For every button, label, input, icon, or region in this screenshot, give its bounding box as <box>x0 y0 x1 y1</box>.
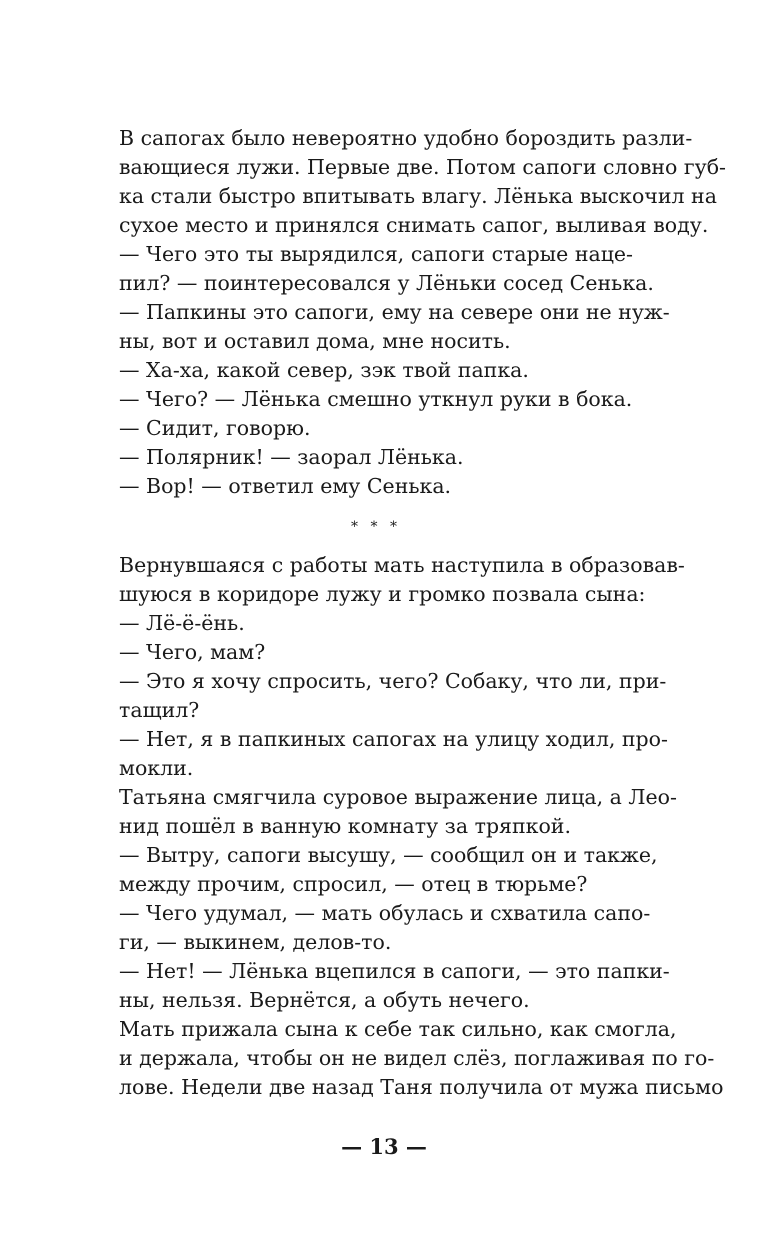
text-line: Татьяна смягчила суровое выражение лица, а Лео- <box>119 785 677 809</box>
text-line: — Нет! — Лёнька вцепился в сапоги, — это папки- <box>119 959 670 983</box>
text-line: — Лё-ё-ёнь. <box>119 611 245 635</box>
text-line: вающиеся лужи. Первые две. Потом сапоги словно губ- <box>119 155 726 179</box>
text-line: шуюся в коридоре лужу и громко позвала сына: <box>119 582 646 606</box>
text-line: — Чего это ты вырядился, сапоги старые наце- <box>119 242 633 266</box>
text-block-1 <box>119 124 726 501</box>
text-line: сухое место и принялся снимать сапог, выливая воду. <box>119 213 709 237</box>
text-line: — Чего, мам? <box>119 640 266 664</box>
text-line: мокли. <box>119 756 194 780</box>
text-line: ны, вот и оставил дома, мне носить. <box>119 329 511 353</box>
text-line: ги, — выкинем, делов-то. <box>119 930 392 954</box>
text-line: Вернувшаяся с работы мать наступила в образовав- <box>119 553 685 577</box>
text-line: — Чего? — Лёнька смешно уткнул руки в бока. <box>119 387 633 411</box>
text-line: тащил? <box>119 698 200 722</box>
text-line: ны, нельзя. Вернётся, а обуть нечего. <box>119 988 530 1012</box>
text-line: В сапогах было невероятно удобно бороздить разли- <box>119 126 693 150</box>
text-line: — Ха-ха, какой север, зэк твой папка. <box>119 358 529 382</box>
text-line: — Сидит, говорю. <box>119 416 311 440</box>
page-number: — 13 — <box>341 1134 427 1159</box>
text-line: и держала, чтобы он не видел слёз, поглаживая по го- <box>119 1046 715 1070</box>
text-line: между прочим, спросил, — отец в тюрьме? <box>119 872 588 896</box>
text-block-2 <box>119 551 724 1102</box>
text-line: лове. Недели две назад Таня получила от мужа письмо <box>119 1075 724 1099</box>
text-line: пил? — поинтересовался у Лёньки сосед Сенька. <box>119 271 654 295</box>
text-line: — Нет, я в папкиных сапогах на улицу ходил, про- <box>119 727 668 751</box>
text-line: Мать прижала сына к себе так сильно, как смогла, <box>119 1017 677 1041</box>
section-separator: * * * <box>351 519 401 535</box>
text-line: — Чего удумал, — мать обулась и схватила сапо- <box>119 901 651 925</box>
text-line: — Полярник! — заорал Лёнька. <box>119 445 464 469</box>
text-line: нид пошёл в ванную комнату за тряпкой. <box>119 814 571 838</box>
page-body <box>119 124 726 1102</box>
text-line: ка стали быстро впитывать влагу. Лёнька выскочил на <box>119 184 717 208</box>
text-line: — Папкины это сапоги, ему на севере они не нуж- <box>119 300 670 324</box>
text-line: — Вор! — ответил ему Сенька. <box>119 474 452 498</box>
text-line: — Это я хочу спросить, чего? Собаку, что ли, при- <box>119 669 667 693</box>
text-line: — Вытру, сапоги высушу, — сообщил он и также, <box>119 843 658 867</box>
